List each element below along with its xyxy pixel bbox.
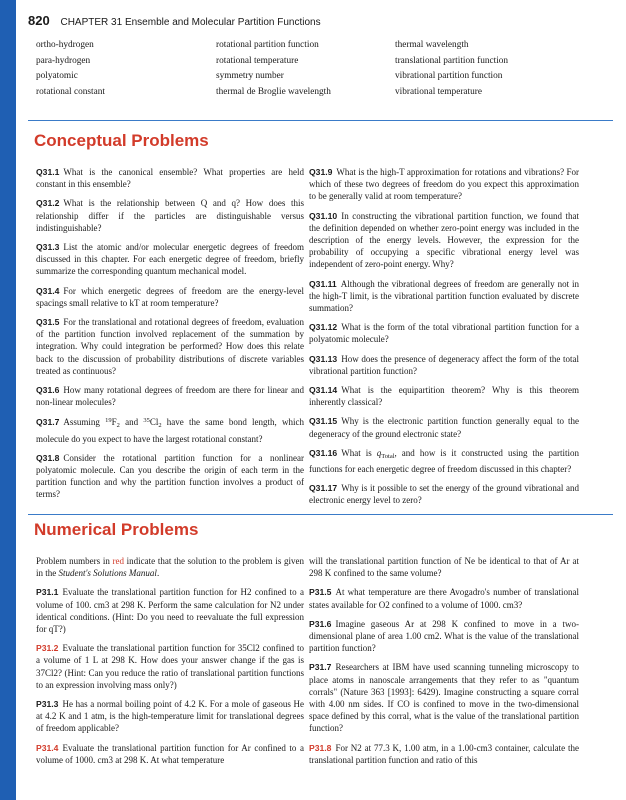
key-term: thermal wavelength	[395, 40, 469, 50]
question: Q31.17 Why is it possible to set the energy of the ground vibrational and electronic energy level to zero?	[309, 483, 579, 506]
question: Q31.11 Although the vibrational degrees of freedom are generally not in the high-T limit, is the vibrational partition function evaluated by discrete summation?	[309, 278, 579, 314]
key-term: translational partition function	[395, 55, 509, 66]
question: Q31.5 For the translational and rotational degrees of freedom, evaluation of the partition function involved replacement of the summation by integration. Why could integration be performed? How does this relate back to the discussion of probability distributions of discrete variables treated as continuous?	[36, 317, 304, 376]
section-divider	[28, 514, 613, 515]
question: Q31.8 Consider the rotational partition function for a nonlinear polyatomic molecule. Can you describe the origin of each term in the partition function and why the partition function involves a product of terms?	[36, 452, 304, 500]
conceptual-left-column	[36, 166, 304, 508]
chapter-title: CHAPTER 31 Ensemble and Molecular Partition Functions	[60, 17, 321, 28]
problem: P31.5 At what temperature are there Avogadro's number of translational states available for O2 confined to a volume of 1000. cm3?	[309, 587, 579, 610]
problem: P31.4 Evaluate the translational partition function for Ar confined to a volume of 1000. cm3 at 298 K. At what temperature	[36, 742, 304, 765]
page-sidebar-band	[0, 0, 16, 800]
question: Q31.7 Assuming $^{19}F_2$ and $^{35}Cl_2$ have the same bond length, which molecule do you expect to have the largest rotational constant?	[36, 417, 305, 444]
question: Q31.4 For which energetic degrees of freedom are the energy-level spacings small relative to kT at room temperature?	[36, 285, 304, 308]
problem: P31.8 For N2 at 77.3 K, 1.00 atm, in a 1.00-cm3 container, calculate the translational partition function and ratio of this	[309, 742, 579, 765]
problem: P31.2 Evaluate the translational partition function for 35Cl2 confined to a volume of 1 L at 298 K. How does your answer change if the gas is 37Cl2? (Hint: Can you reduce the ratio of translational partition functions to an expression involving mass only?)	[36, 643, 304, 690]
question: Q31.12 What is the form of the total vibrational partition function for a polyatomic molecule?	[309, 322, 579, 345]
problem-continued: will the translational partition function of Ne be identical to that of Ar at 298 K confined to the same volume?	[309, 556, 579, 579]
problem: P31.7 Researchers at IBM have used scanning tunneling microscopy to place atoms in nanoscale arrangements that they refer to as "quantum corrals" (Nature 363 [1993]: 6429). Imagine constructing a square corral with 4.00 nm sides. If CO is confined to move in the two-dimensional space defined by this corral, what is the value of the translational partition function?	[309, 662, 579, 734]
page-header	[28, 13, 321, 28]
question: Q31.15 Why is the electronic partition function generally equal to the degeneracy of the ground electronic state?	[309, 416, 579, 439]
conceptual-right-column	[309, 166, 579, 514]
numerical-left-column	[36, 555, 304, 773]
question: Q31.9 What is the high-T approximation for rotations and vibrations? For which of these two degrees of freedom do you expect this approximation to be generally valid at room temperature?	[309, 167, 579, 202]
problem: P31.1 Evaluate the translational partition function for H2 confined to a volume of 100. cm3 at 298 K. Perform the same calculation for N2 under identical conditions. (Hint: Do you need to reevaluate the full expression for qT?)	[36, 587, 304, 635]
problem: P31.3 He has a normal boiling point of 4.2 K. For a mole of gaseous He at 4.2 K and 1 atm, is the high-temperature limit for translational degrees of freedom applicable?	[36, 699, 304, 734]
key-term: polyatomic	[36, 71, 78, 82]
conceptual-problems-heading: Conceptual Problems	[34, 131, 209, 150]
question: Q31.3 List the atomic and/or molecular energetic degrees of freedom discussed in this chapter. For each energetic degree of freedom, briefly summarize the corresponding quantum mechanical model.	[36, 242, 304, 277]
question: Q31.10 In constructing the vibrational partition function, we found that the definition depended on whether zero-point energy was included in the description of the energy levels. However, the expression for the probability of occupying a specific vibrational energy level was independent of zero-point energy. Why?	[309, 210, 579, 270]
key-term: rotational partition function	[216, 40, 319, 50]
key-terms-col1	[36, 38, 206, 100]
key-term: para-hydrogen	[36, 55, 91, 66]
key-term: rotational temperature	[216, 55, 299, 66]
section-divider	[28, 120, 613, 121]
key-term: vibrational partition function	[395, 71, 503, 82]
question: Q31.14 What is the equipartition theorem? Why is this theorem inherently classical?	[309, 385, 579, 408]
numerical-right-column	[309, 555, 579, 773]
key-terms-col3	[395, 38, 595, 100]
numerical-problems-heading: Numerical Problems	[34, 520, 199, 539]
question: Q31.13 How does the presence of degeneracy affect the form of the total vibrational partition function?	[309, 353, 579, 376]
question: Q31.16 What is $q_{Total}$, and how is it constructed using the partition functions for each energetic degree of freedom discussed in this chapter?	[309, 447, 579, 475]
key-terms-col2	[216, 38, 386, 100]
key-term: vibrational temperature	[395, 86, 482, 97]
key-term: symmetry number	[216, 71, 284, 82]
key-term: thermal de Broglie wavelength	[216, 86, 331, 97]
question: Q31.1 What is the canonical ensemble? What properties are held constant in this ensemble?	[36, 167, 304, 190]
key-term: rotational constant	[36, 86, 105, 97]
intro-note: Problem numbers in red indicate that the solution to the problem is given in the Student's Solutions Manual.	[36, 556, 305, 579]
problem: P31.6 Imagine gaseous Ar at 298 K confined to move in a two-dimensional plane of area 1.00 cm2. What is the value of the translational partition function?	[309, 618, 579, 654]
key-term: ortho-hydrogen	[36, 40, 94, 50]
question: Q31.2 What is the relationship between Q and q? How does this relationship differ if the particles are distinguishable versus indistinguishable?	[36, 198, 304, 233]
question: Q31.6 How many rotational degrees of freedom are there for linear and non-linear molecules?	[36, 385, 304, 408]
page-number: 820	[28, 13, 50, 28]
